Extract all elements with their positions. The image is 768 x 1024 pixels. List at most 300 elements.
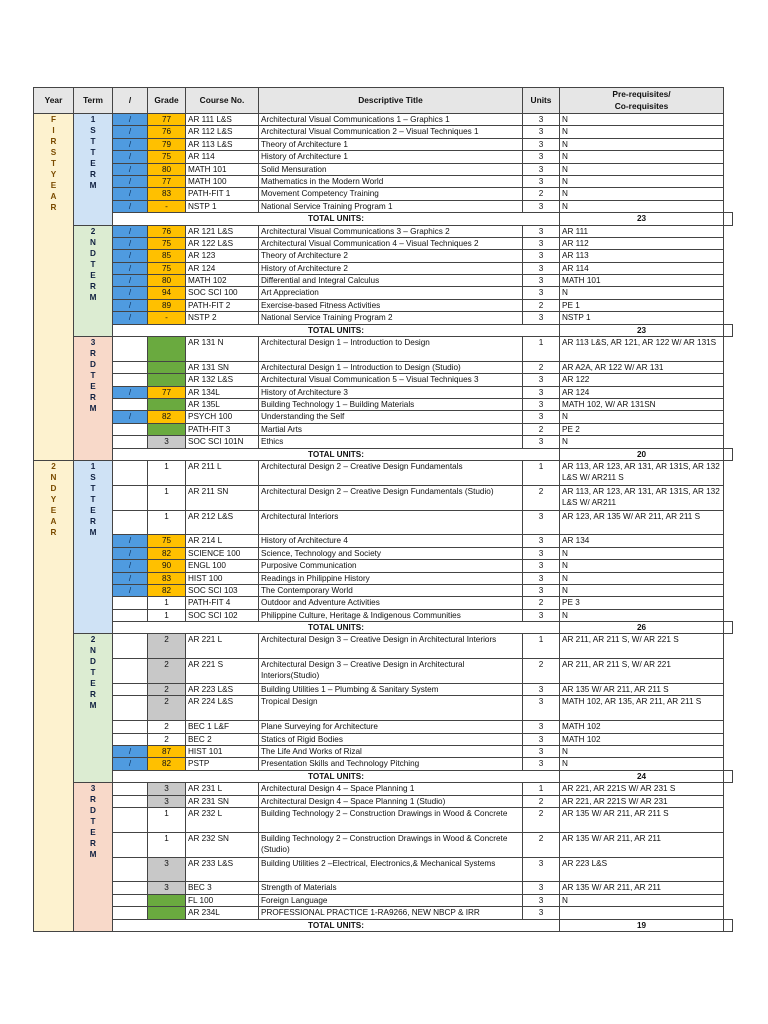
grade-cell: 79 — [148, 138, 186, 150]
course-no: BEC 3 — [186, 882, 259, 894]
course-title: Architectural Visual Communications 3 – Graphics 2 — [259, 225, 523, 237]
course-row — [34, 510, 733, 535]
course-row — [34, 163, 733, 175]
header-course-no: Course No. — [186, 88, 259, 114]
course-title: Architectural Design 3 – Creative Design in Architectural Interiors — [259, 634, 523, 659]
grade-cell: 83 — [148, 572, 186, 584]
total-row-blank — [724, 448, 733, 460]
course-units: 1 — [523, 460, 560, 485]
course-no: PATH-FIT 1 — [186, 188, 259, 200]
course-title: Building Technology 2 – Construction Drawings in Wood & Concrete — [259, 807, 523, 832]
completion-mark: / — [113, 572, 148, 584]
course-no: PATH-FIT 4 — [186, 597, 259, 609]
course-units: 3 — [523, 275, 560, 287]
course-row — [34, 200, 733, 212]
total-row — [34, 448, 733, 460]
course-units: 3 — [523, 907, 560, 919]
course-prereq: N — [560, 126, 724, 138]
course-title: Theory of Architecture 1 — [259, 138, 523, 150]
grade-cell: 3 — [148, 882, 186, 894]
completion-mark — [113, 659, 148, 684]
completion-mark — [113, 423, 148, 435]
completion-mark: / — [113, 262, 148, 274]
completion-mark — [113, 696, 148, 721]
course-units: 3 — [523, 510, 560, 535]
course-units: 3 — [523, 399, 560, 411]
total-row-blank — [724, 213, 733, 225]
total-units-label: TOTAL UNITS: — [113, 213, 560, 225]
header-prereq-line-2: Co-requisites — [614, 100, 669, 111]
course-units: 3 — [523, 237, 560, 249]
grade-cell: 75 — [148, 151, 186, 163]
course-no: SOC SCI 102 — [186, 609, 259, 621]
course-row — [34, 535, 733, 547]
course-prereq: AR 113, AR 123, AR 131, AR 131S, AR 132 L&S W/ AR211 — [560, 485, 724, 510]
completion-mark — [113, 460, 148, 485]
course-title: National Service Training Program 1 — [259, 200, 523, 212]
total-units-value: 23 — [560, 324, 724, 336]
course-units: 3 — [523, 882, 560, 894]
course-prereq: AR 223 L&S — [560, 857, 724, 882]
grade-cell — [148, 361, 186, 373]
course-row — [34, 560, 733, 572]
course-row — [34, 485, 733, 510]
grade-cell: 3 — [148, 857, 186, 882]
completion-mark: / — [113, 547, 148, 559]
grade-cell: 82 — [148, 758, 186, 770]
course-units: 3 — [523, 560, 560, 572]
completion-mark — [113, 399, 148, 411]
grade-cell: 1 — [148, 460, 186, 485]
completion-mark — [113, 634, 148, 659]
grade-cell: 76 — [148, 126, 186, 138]
course-prereq: MATH 102, W/ AR 131SN — [560, 399, 724, 411]
course-row — [34, 250, 733, 262]
completion-mark: / — [113, 114, 148, 126]
course-units: 3 — [523, 200, 560, 212]
header-slash: / — [113, 88, 148, 114]
course-title: Architectural Design 2 – Creative Design Fundamentals — [259, 460, 523, 485]
course-prereq: N — [560, 200, 724, 212]
course-row — [34, 361, 733, 373]
course-units: 3 — [523, 535, 560, 547]
course-no: HIST 101 — [186, 746, 259, 758]
course-row — [34, 547, 733, 559]
course-units: 1 — [523, 783, 560, 795]
grade-cell: 2 — [148, 696, 186, 721]
course-title: Plane Surveying for Architecture — [259, 721, 523, 733]
total-row — [34, 919, 733, 931]
header-term: Term — [74, 88, 113, 114]
completion-mark: / — [113, 560, 148, 572]
completion-mark — [113, 907, 148, 919]
completion-mark: / — [113, 237, 148, 249]
total-units-label: TOTAL UNITS: — [113, 622, 560, 634]
completion-mark — [113, 684, 148, 696]
grade-cell: 89 — [148, 299, 186, 311]
course-prereq: N — [560, 411, 724, 423]
course-title: Movement Competency Training — [259, 188, 523, 200]
course-units: 3 — [523, 386, 560, 398]
course-no: PSTP — [186, 758, 259, 770]
course-no: AR 233 L&S — [186, 857, 259, 882]
course-title: Solid Mensuration — [259, 163, 523, 175]
course-title: Mathematics in the Modern World — [259, 175, 523, 187]
course-row — [34, 138, 733, 150]
course-title: History of Architecture 3 — [259, 386, 523, 398]
course-no: AR 131 SN — [186, 361, 259, 373]
grade-cell: 2 — [148, 721, 186, 733]
total-row — [34, 324, 733, 336]
course-title: Architectural Visual Communications 1 – Graphics 1 — [259, 114, 523, 126]
course-title: Architectural Design 4 – Space Planning 1 (Studio) — [259, 795, 523, 807]
course-title: Building Utilities 1 – Plumbing & Sanitary System — [259, 684, 523, 696]
total-row-blank — [724, 919, 733, 931]
completion-mark: / — [113, 151, 148, 163]
course-units: 3 — [523, 609, 560, 621]
total-units-label: TOTAL UNITS: — [113, 324, 560, 336]
grade-cell: 87 — [148, 746, 186, 758]
completion-mark — [113, 609, 148, 621]
course-units: 2 — [523, 361, 560, 373]
completion-mark: / — [113, 411, 148, 423]
course-row — [34, 337, 733, 362]
course-title: Understanding the Self — [259, 411, 523, 423]
completion-mark: / — [113, 312, 148, 324]
grade-cell: 2 — [148, 634, 186, 659]
grade-cell: 82 — [148, 584, 186, 596]
curriculum-body — [34, 114, 733, 932]
course-row — [34, 584, 733, 596]
course-units: 2 — [523, 807, 560, 832]
completion-mark: / — [113, 287, 148, 299]
grade-cell: 3 — [148, 436, 186, 448]
course-prereq: N — [560, 894, 724, 906]
course-title: Purposive Communication — [259, 560, 523, 572]
grade-cell: 75 — [148, 262, 186, 274]
course-no: AR 231 L — [186, 783, 259, 795]
course-title: Martial Arts — [259, 423, 523, 435]
completion-mark — [113, 882, 148, 894]
course-no: NSTP 2 — [186, 312, 259, 324]
course-row — [34, 299, 733, 311]
course-title: National Service Training Program 2 — [259, 312, 523, 324]
course-title: Architectural Visual Communication 2 – Visual Techniques 1 — [259, 126, 523, 138]
course-row — [34, 907, 733, 919]
course-units: 3 — [523, 684, 560, 696]
course-prereq: AR A2A, AR 122 W/ AR 131 — [560, 361, 724, 373]
course-row — [34, 262, 733, 274]
completion-mark — [113, 374, 148, 386]
term-label: 2 N D T E R M — [74, 225, 113, 337]
course-no: AR 234L — [186, 907, 259, 919]
course-title: Art Appreciation — [259, 287, 523, 299]
course-units: 3 — [523, 857, 560, 882]
total-row — [34, 213, 733, 225]
course-prereq: MATH 101 — [560, 275, 724, 287]
course-units: 2 — [523, 188, 560, 200]
course-title: PROFESSIONAL PRACTICE 1-RA9266, NEW NBCP & IRR — [259, 907, 523, 919]
grade-cell: 77 — [148, 114, 186, 126]
completion-mark: / — [113, 299, 148, 311]
course-row — [34, 399, 733, 411]
course-prereq: AR 113 L&S, AR 121, AR 122 W/ AR 131S — [560, 337, 724, 362]
course-units: 2 — [523, 485, 560, 510]
course-no: AR 224 L&S — [186, 696, 259, 721]
course-no: AR 112 L&S — [186, 126, 259, 138]
year-label: 2 N D Y E A R — [34, 460, 74, 931]
course-prereq: AR 113, AR 123, AR 131, AR 131S, AR 132 L&S W/ AR211 S — [560, 460, 724, 485]
grade-cell — [148, 374, 186, 386]
completion-mark — [113, 832, 148, 857]
header-prereq-line-1: Pre-requisites/ — [612, 89, 671, 99]
course-no: AR 214 L — [186, 535, 259, 547]
course-units: 3 — [523, 225, 560, 237]
header-row — [34, 88, 733, 114]
grade-cell: 83 — [148, 188, 186, 200]
grade-cell: 3 — [148, 783, 186, 795]
completion-mark: / — [113, 250, 148, 262]
completion-mark: / — [113, 175, 148, 187]
course-title: Tropical Design — [259, 696, 523, 721]
course-title: Architectural Design 1 – Introduction to Design — [259, 337, 523, 362]
completion-mark — [113, 783, 148, 795]
course-prereq: MATH 102, AR 135, AR 211, AR 211 S — [560, 696, 724, 721]
completion-mark — [113, 807, 148, 832]
course-no: AR 122 L&S — [186, 237, 259, 249]
course-title: History of Architecture 2 — [259, 262, 523, 274]
grade-cell: 1 — [148, 807, 186, 832]
course-units: 3 — [523, 312, 560, 324]
total-units-value: 24 — [560, 770, 724, 782]
grade-cell: 80 — [148, 275, 186, 287]
course-prereq — [560, 907, 724, 919]
course-prereq: N — [560, 138, 724, 150]
course-units: 3 — [523, 114, 560, 126]
grade-cell: 1 — [148, 510, 186, 535]
course-title: Differential and Integral Calculus — [259, 275, 523, 287]
course-title: The Life And Works of Rizal — [259, 746, 523, 758]
course-no: AR 132 L&S — [186, 374, 259, 386]
course-title: Statics of Rigid Bodies — [259, 733, 523, 745]
course-title: The Contemporary World — [259, 584, 523, 596]
course-title: Theory of Architecture 2 — [259, 250, 523, 262]
course-title: Readings in Philippine History — [259, 572, 523, 584]
course-units: 2 — [523, 423, 560, 435]
course-units: 3 — [523, 894, 560, 906]
term-label: 1 S T T E R M — [74, 114, 113, 226]
course-units: 2 — [523, 832, 560, 857]
course-units: 2 — [523, 299, 560, 311]
total-row-blank — [724, 324, 733, 336]
course-prereq: AR 221, AR 221S W/ AR 231 — [560, 795, 724, 807]
completion-mark — [113, 436, 148, 448]
course-row — [34, 783, 733, 795]
course-row — [34, 312, 733, 324]
course-no: AR 212 L&S — [186, 510, 259, 535]
course-no: NSTP 1 — [186, 200, 259, 212]
course-no: BEC 2 — [186, 733, 259, 745]
completion-mark: / — [113, 746, 148, 758]
completion-mark — [113, 795, 148, 807]
course-no: AR 211 L — [186, 460, 259, 485]
year-label: F I R S T Y E A R — [34, 114, 74, 461]
course-prereq: N — [560, 547, 724, 559]
course-title: Architectural Design 2 – Creative Design Fundamentals (Studio) — [259, 485, 523, 510]
completion-mark: / — [113, 163, 148, 175]
grade-cell: 75 — [148, 535, 186, 547]
total-units-label: TOTAL UNITS: — [113, 448, 560, 460]
course-prereq: N — [560, 746, 724, 758]
grade-cell: - — [148, 200, 186, 212]
course-units: 3 — [523, 374, 560, 386]
course-prereq: MATH 102 — [560, 733, 724, 745]
course-units: 3 — [523, 411, 560, 423]
curriculum-table — [33, 87, 733, 932]
course-row — [34, 225, 733, 237]
course-prereq: PE 3 — [560, 597, 724, 609]
course-no: AR 113 L&S — [186, 138, 259, 150]
course-prereq: N — [560, 584, 724, 596]
course-prereq: AR 113 — [560, 250, 724, 262]
course-prereq: AR 134 — [560, 535, 724, 547]
course-no: AR 131 N — [186, 337, 259, 362]
completion-mark — [113, 485, 148, 510]
grade-cell: 94 — [148, 287, 186, 299]
course-row — [34, 436, 733, 448]
grade-cell: 77 — [148, 386, 186, 398]
course-row — [34, 659, 733, 684]
course-row — [34, 746, 733, 758]
grade-cell: 1 — [148, 832, 186, 857]
header-units: Units — [523, 88, 560, 114]
course-units: 3 — [523, 163, 560, 175]
course-title: Outdoor and Adventure Activities — [259, 597, 523, 609]
course-title: Strength of Materials — [259, 882, 523, 894]
header-grade: Grade — [148, 88, 186, 114]
course-units: 3 — [523, 547, 560, 559]
course-row — [34, 733, 733, 745]
grade-cell: 85 — [148, 250, 186, 262]
total-row — [34, 622, 733, 634]
course-no: AR 232 L — [186, 807, 259, 832]
course-no: AR 114 — [186, 151, 259, 163]
grade-cell: 2 — [148, 684, 186, 696]
grade-cell: 1 — [148, 485, 186, 510]
course-prereq: N — [560, 436, 724, 448]
course-no: SOC SCI 103 — [186, 584, 259, 596]
course-units: 3 — [523, 262, 560, 274]
course-row — [34, 386, 733, 398]
course-prereq: N — [560, 609, 724, 621]
course-units: 3 — [523, 733, 560, 745]
course-prereq: N — [560, 560, 724, 572]
course-row — [34, 175, 733, 187]
course-row — [34, 114, 733, 126]
course-prereq: AR 221, AR 221S W/ AR 231 S — [560, 783, 724, 795]
course-units: 3 — [523, 758, 560, 770]
course-no: BEC 1 L&F — [186, 721, 259, 733]
course-no: AR 221 L — [186, 634, 259, 659]
course-no: SOC SCI 100 — [186, 287, 259, 299]
course-row — [34, 721, 733, 733]
course-units: 3 — [523, 572, 560, 584]
course-prereq: AR 112 — [560, 237, 724, 249]
course-no: PATH-FIT 3 — [186, 423, 259, 435]
total-units-label: TOTAL UNITS: — [113, 919, 560, 931]
course-prereq: N — [560, 151, 724, 163]
course-row — [34, 807, 733, 832]
course-prereq: AR 124 — [560, 386, 724, 398]
course-row — [34, 684, 733, 696]
completion-mark: / — [113, 758, 148, 770]
grade-cell: 1 — [148, 609, 186, 621]
course-no: SCIENCE 100 — [186, 547, 259, 559]
course-units: 3 — [523, 746, 560, 758]
course-prereq: AR 135 W/ AR 211, AR 211 S — [560, 684, 724, 696]
course-prereq: MATH 102 — [560, 721, 724, 733]
header-year: Year — [34, 88, 74, 114]
course-prereq: N — [560, 758, 724, 770]
course-title: Architectural Interiors — [259, 510, 523, 535]
course-title: Building Technology 2 – Construction Drawings in Wood & Concrete (Studio) — [259, 832, 523, 857]
course-no: AR 135L — [186, 399, 259, 411]
grade-cell: - — [148, 312, 186, 324]
course-prereq: PE 1 — [560, 299, 724, 311]
course-units: 3 — [523, 175, 560, 187]
grade-cell — [148, 423, 186, 435]
course-no: AR 124 — [186, 262, 259, 274]
grade-cell: 80 — [148, 163, 186, 175]
course-units: 3 — [523, 696, 560, 721]
course-row — [34, 795, 733, 807]
course-units: 2 — [523, 597, 560, 609]
course-no: AR 134L — [186, 386, 259, 398]
course-title: Foreign Language — [259, 894, 523, 906]
course-units: 3 — [523, 151, 560, 163]
course-row — [34, 696, 733, 721]
total-units-value: 20 — [560, 448, 724, 460]
grade-cell: 75 — [148, 237, 186, 249]
header-descriptive-title: Descriptive Title — [259, 88, 523, 114]
course-no: AR 211 SN — [186, 485, 259, 510]
course-prereq: AR 114 — [560, 262, 724, 274]
course-prereq: AR 135 W/ AR 211, AR 211 — [560, 832, 724, 857]
course-units: 3 — [523, 126, 560, 138]
course-no: FL 100 — [186, 894, 259, 906]
course-row — [34, 374, 733, 386]
course-title: Presentation Skills and Technology Pitching — [259, 758, 523, 770]
grade-cell: 77 — [148, 175, 186, 187]
course-row — [34, 597, 733, 609]
course-row — [34, 126, 733, 138]
course-row — [34, 460, 733, 485]
course-prereq: NSTP 1 — [560, 312, 724, 324]
course-no: AR 231 SN — [186, 795, 259, 807]
course-no: AR 123 — [186, 250, 259, 262]
course-units: 1 — [523, 337, 560, 362]
course-units: 1 — [523, 634, 560, 659]
course-units: 2 — [523, 795, 560, 807]
course-units: 3 — [523, 584, 560, 596]
total-units-label: TOTAL UNITS: — [113, 770, 560, 782]
course-row — [34, 894, 733, 906]
course-row — [34, 857, 733, 882]
grade-cell: 82 — [148, 547, 186, 559]
course-row — [34, 411, 733, 423]
course-title: Science, Technology and Society — [259, 547, 523, 559]
course-title: Building Utilities 2 –Electrical, Electronics,& Mechanical Systems — [259, 857, 523, 882]
